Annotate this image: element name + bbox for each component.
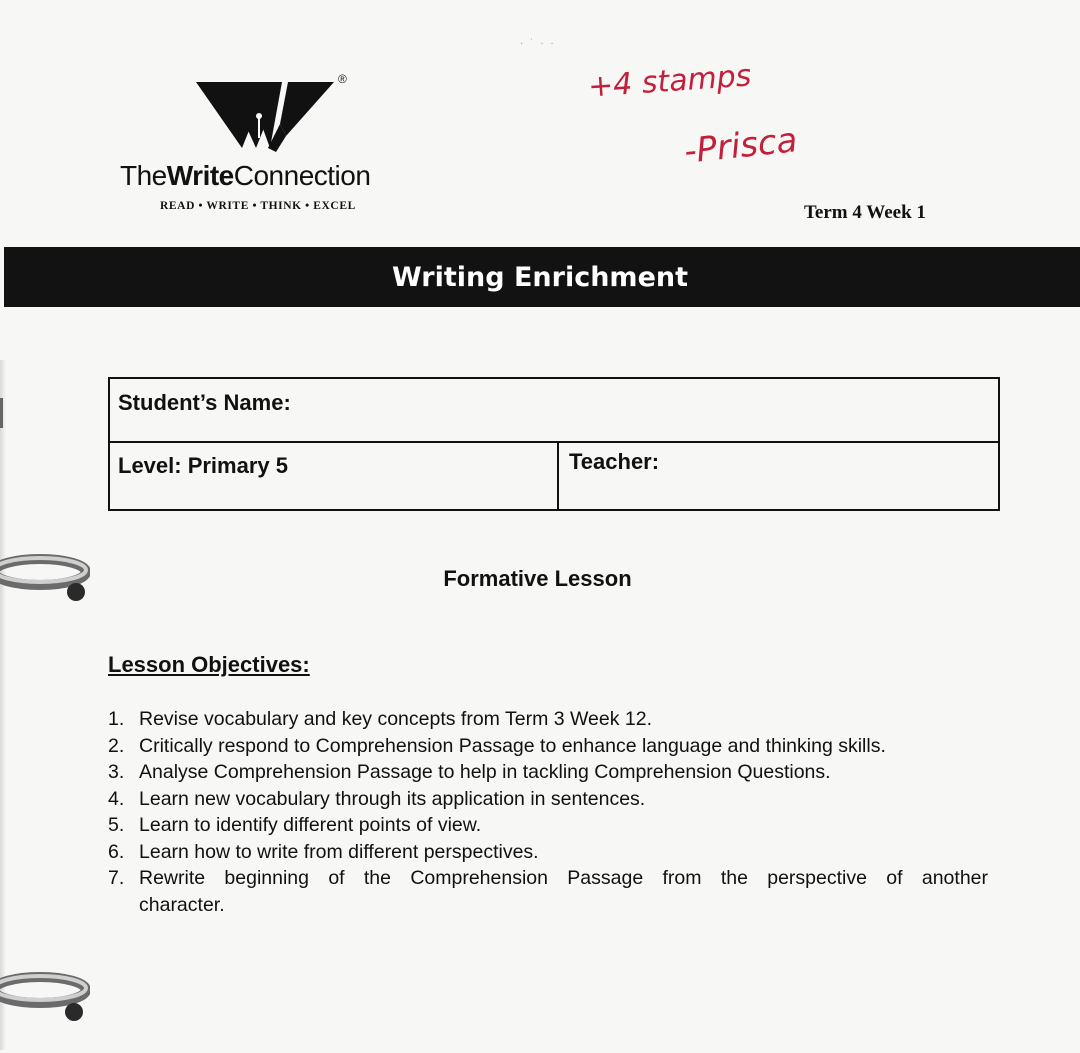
level-label: Level: Primary 5	[118, 453, 288, 478]
objectives-list	[108, 706, 988, 918]
objective-item	[108, 733, 988, 760]
registered-mark: ®	[338, 72, 347, 86]
objective-text: Analyse Comprehension Passage to help in tackling Comprehension Questions.	[139, 761, 831, 783]
logo-word-connection: Connection	[233, 160, 371, 191]
logo-wordmark	[120, 160, 370, 192]
handwritten-stamps-note: +4 stamps	[586, 58, 753, 105]
logo-word-write: Write	[166, 160, 234, 191]
objective-text: Revise vocabulary and key concepts from Term 3 Week 12.	[139, 708, 653, 730]
banner-title: Writing Enrichment	[391, 262, 689, 293]
teacher-label: Teacher:	[569, 449, 660, 474]
objective-text: Learn to identify different points of view.	[139, 814, 482, 836]
write-connection-logo-icon	[196, 76, 336, 154]
page-edge-mark	[0, 398, 3, 428]
objective-number: 7.	[108, 867, 125, 889]
handwritten-signature: -Prisca	[682, 120, 800, 172]
objective-number	[108, 892, 139, 919]
objective-number: 5.	[108, 814, 125, 836]
scan-speck: · ˙ · ·	[520, 38, 556, 49]
objectives-heading: Lesson Objectives:	[108, 652, 310, 677]
objective-number: 1.	[108, 708, 125, 730]
objective-text: Learn new vocabulary through its application in sentences.	[139, 787, 646, 810]
objective-item	[108, 706, 988, 733]
objective-item	[108, 839, 988, 866]
objective-text: Rewrite beginning of the Comprehension Passage from the perspective of another	[139, 867, 988, 889]
page-edge	[0, 360, 6, 1050]
table-column-divider	[557, 441, 559, 511]
objective-item	[108, 812, 988, 839]
table-row-divider	[108, 441, 1000, 443]
objective-item	[108, 865, 988, 892]
objective-number: 4.	[108, 787, 125, 810]
binder-ring-icon	[0, 958, 90, 1028]
objective-number: 6.	[108, 840, 125, 863]
objective-text: Critically respond to Comprehension Passage to enhance language and thinking skills.	[139, 734, 886, 757]
objective-item	[108, 892, 988, 919]
lesson-type-heading: Formative Lesson	[443, 566, 632, 591]
objective-item	[108, 759, 988, 786]
objective-number: 2.	[108, 734, 125, 757]
term-week-label: Term 4 Week 1	[804, 202, 926, 223]
logo-word-the: The	[120, 160, 167, 191]
logo-tagline: READ • WRITE • THINK • EXCEL	[160, 200, 356, 212]
student-name-label: Student’s Name:	[118, 390, 291, 415]
binder-ring-icon	[0, 540, 90, 610]
objective-item	[108, 786, 988, 813]
objective-text: Learn how to write from different perspectives.	[139, 840, 539, 863]
objective-number: 3.	[108, 761, 125, 783]
objective-text: character.	[139, 893, 225, 916]
